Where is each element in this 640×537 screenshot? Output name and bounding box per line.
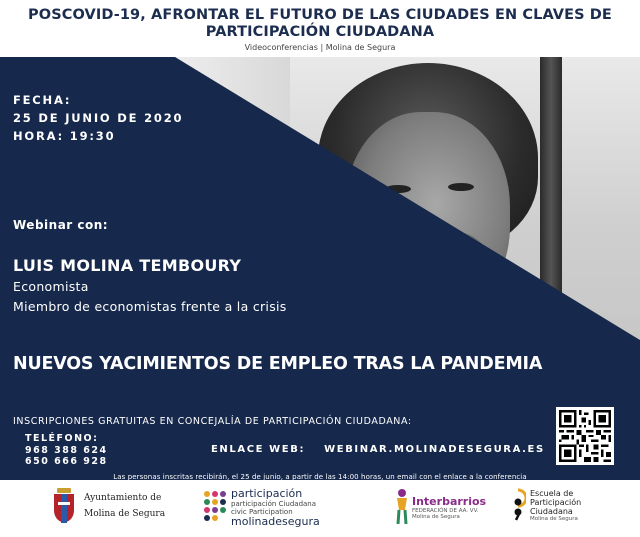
web-link-block: [211, 444, 545, 455]
page-subtitle: Videoconferencias | Molina de Segura: [244, 43, 396, 52]
interbarrios-figure-icon: [394, 488, 410, 526]
logo4-line2: Participación: [530, 497, 582, 507]
registration-notice: Las personas inscritas recibirán, el 25 de junio, a partir de las 14:00 horas, un email con el enlace a la conferencia: [113, 473, 527, 480]
fecha-value: 25 DE JUNIO DE 2020: [13, 111, 184, 125]
logo3-line2: FEDERACIÓN DE AA. VV.: [412, 507, 479, 514]
hora-value: HORA: 19:30: [13, 129, 116, 143]
logo1-line2: Molina de Segura: [84, 508, 166, 519]
webinar-label: Webinar con:: [13, 218, 109, 232]
header: [0, 0, 640, 57]
speaker-role-2: Miembro de economistas frente a la crisis: [13, 299, 287, 314]
speaker-roles: [13, 277, 287, 317]
speaker-role-1: Economista: [13, 279, 89, 294]
logo1-line1: Ayuntamiento de: [84, 492, 162, 503]
logo2-line1: participación: [231, 487, 303, 500]
page-title: POSCOVID-19, AFRONTAR EL FUTURO DE LAS CIUDADES EN CLAVES DE PARTICIPACIÓN CIUDADANA: [28, 7, 612, 40]
logo4-line3: Ciudadana: [530, 506, 573, 516]
qr-code-icon[interactable]: [556, 407, 614, 465]
logo-participacion: [203, 488, 320, 528]
logo2-line2: participación Ciudadana: [231, 500, 317, 508]
phone-number-2[interactable]: 650 666 928: [25, 456, 108, 467]
phone-label: TELÉFONO:: [25, 433, 99, 444]
logo2-line4: molinadesegura: [231, 515, 320, 528]
participacion-dots-icon: [203, 490, 227, 526]
event-date: [13, 91, 183, 145]
sponsor-footer: [0, 480, 640, 537]
registration-headline: INSCRIPCIONES GRATUITAS EN CONCEJALÍA DE PARTICIPACIÓN CIUDADANA:: [13, 416, 412, 427]
phone-block: [25, 433, 108, 468]
logo-escuela: [510, 488, 581, 522]
logo3-line3: Molina de Segura: [412, 513, 460, 520]
fecha-label: FECHA:: [13, 93, 72, 107]
talk-topic: NUEVOS YACIMIENTOS DE EMPLEO TRAS LA PANDEMIA: [13, 354, 543, 374]
web-url-link[interactable]: WEBINAR.MOLINADESEGURA.ES: [324, 444, 545, 455]
coat-of-arms-icon: [52, 488, 76, 524]
logo-ayuntamiento: [52, 488, 165, 524]
logo2-line3: civic Participation: [231, 508, 293, 516]
logo4-line1: Escuela de: [530, 488, 574, 498]
logo4-line4: Molina de Segura: [530, 515, 578, 522]
logo3-line1: Interbarrios: [412, 494, 487, 508]
web-label: ENLACE WEB:: [211, 444, 306, 455]
speaker-name: LUIS MOLINA TEMBOURY: [13, 256, 242, 275]
escuela-semicolon-icon: [510, 488, 526, 522]
phone-number-1[interactable]: 968 388 624: [25, 444, 108, 456]
poster: [0, 57, 640, 480]
logo-interbarrios: [394, 488, 486, 526]
